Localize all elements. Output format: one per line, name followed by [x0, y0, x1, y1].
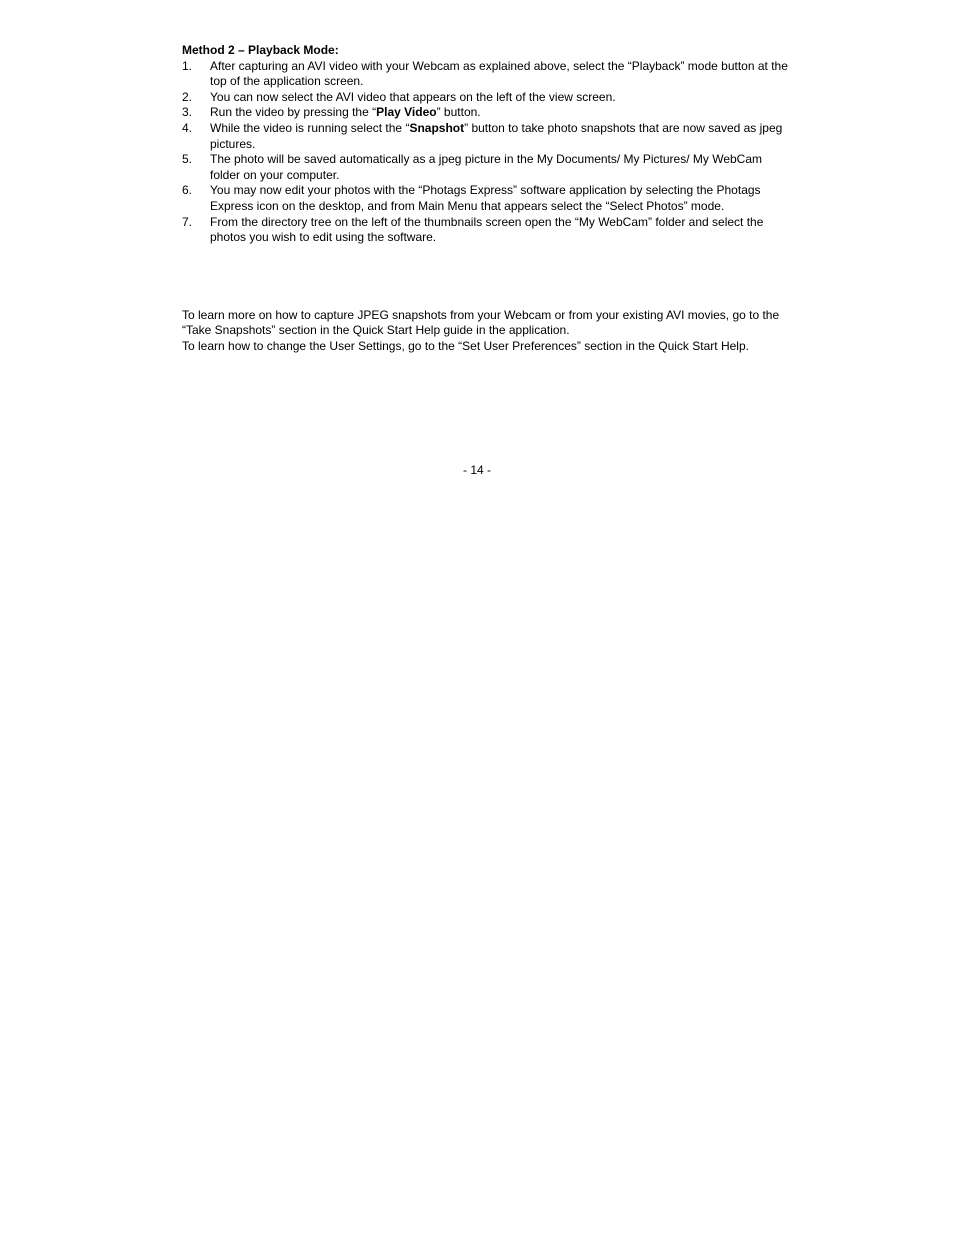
section-heading: Method 2 – Playback Mode:: [182, 43, 339, 57]
step-text: From the directory tree on the left of the thumbnails screen open the “My WebCam” folder and select the photos you wish to edit using the software.: [210, 214, 764, 245]
list-item: [182, 183, 790, 214]
page-number: - 14 -: [462, 463, 491, 477]
step-number: 1.: [182, 58, 193, 73]
list-item: [182, 152, 790, 183]
list-item: [182, 90, 790, 106]
step-text: You can now select the AVI video that appears on the left of the view screen.: [210, 89, 616, 104]
step-number: 5.: [182, 152, 193, 167]
document-page: [182, 43, 790, 355]
step-text-pre: Run the video by pressing the “: [210, 105, 377, 120]
note-paragraph: To learn more on how to capture JPEG snapshots from your Webcam or from your existing AVI movies, go to the “Take Snapshots” section in the Quick Start Help guide in the application.: [182, 307, 780, 338]
step-text: You may now edit your photos with the “Photags Express” software application by selecting the Photags Express icon on the desktop, and from Main Menu that appears select the “Select Photos” mode.: [210, 183, 761, 213]
list-item: [182, 215, 790, 246]
step-text: The photo will be saved automatically as a jpeg picture in the My Documents/ My Pictures/ My WebCam folder on your computer.: [210, 152, 763, 182]
note-paragraph: To learn how to change the User Settings, go to the “Set User Preferences” section in the Quick Start Help.: [182, 338, 749, 353]
step-text-post: ” button to take photo snapshots that are now saved as jpeg pictures.: [210, 120, 783, 151]
step-number: 7.: [182, 214, 193, 229]
step-text-post: ” button.: [436, 105, 481, 120]
play-video-label: Play Video: [376, 105, 437, 120]
step-text: After capturing an AVI video with your Webcam as explained above, select the “Playback” mode button at the top of the application screen.: [210, 58, 788, 89]
step-number: 6.: [182, 183, 193, 198]
steps-list: [182, 59, 790, 246]
step-text-pre: While the video is running select the “: [210, 120, 410, 135]
list-item: [182, 105, 790, 121]
help-notes: [182, 308, 790, 355]
step-number: 3.: [182, 105, 193, 120]
list-item: [182, 121, 790, 152]
step-number: 4.: [182, 120, 193, 135]
snapshot-label: Snapshot: [409, 120, 465, 135]
step-number: 2.: [182, 89, 193, 104]
list-item: [182, 59, 790, 90]
